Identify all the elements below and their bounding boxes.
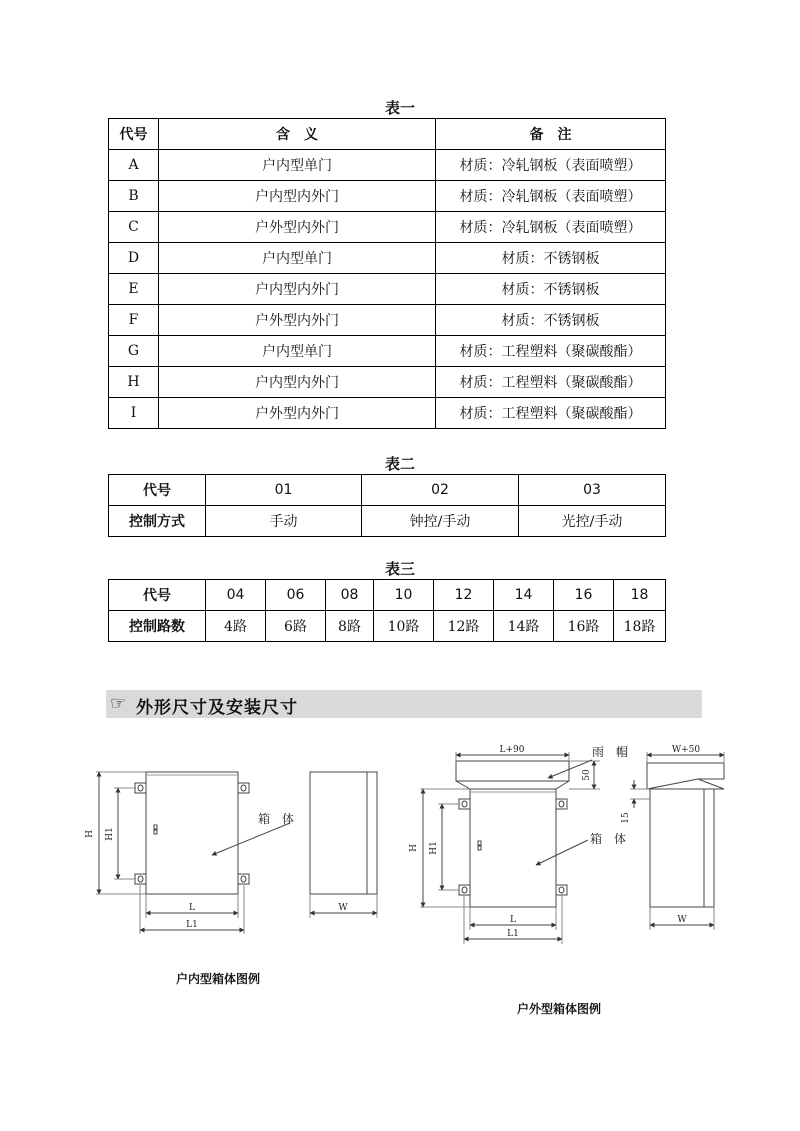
dim-label-W: W: [338, 903, 348, 913]
cell-code: B: [109, 181, 159, 212]
cell-row-header: 代号: [109, 580, 206, 611]
cell-remark: 材质：冷轧钢板（表面喷塑）: [436, 150, 666, 181]
cell-code: 01: [206, 475, 362, 506]
dim-label-H: H: [409, 844, 419, 852]
cell-meaning: 户内型内外门: [159, 274, 436, 305]
cell-code: I: [109, 398, 159, 429]
cell-value: 光控/手动: [519, 506, 666, 537]
cell-value: 钟控/手动: [362, 506, 519, 537]
cell-value: 14路: [494, 611, 554, 642]
table1-caption: 表一: [384, 99, 415, 117]
cell-value: 10路: [374, 611, 434, 642]
header-meaning: 含 义: [159, 119, 436, 150]
cell-remark: 材质：工程塑料（聚碳酸酯）: [436, 336, 666, 367]
cell-code: D: [109, 243, 159, 274]
cell-code: 06: [266, 580, 326, 611]
indoor-diagram-caption: 户内型箱体图例: [176, 972, 261, 986]
cell-code: G: [109, 336, 159, 367]
pointing-hand-icon: ☞: [110, 693, 127, 714]
outdoor-side-view: [630, 752, 724, 930]
cell-row-header: 控制方式: [109, 506, 206, 537]
header-code: 代号: [109, 119, 159, 150]
cell-remark: 材质：工程塑料（聚碳酸酯）: [436, 367, 666, 398]
cell-value: 12路: [434, 611, 494, 642]
cell-remark: 材质：不锈钢板: [436, 243, 666, 274]
outdoor-box-label: 箱 体: [590, 832, 627, 846]
cell-remark: 材质：冷轧钢板（表面喷塑）: [436, 181, 666, 212]
cell-code: 16: [554, 580, 614, 611]
rain-cap-label: 雨 帽: [592, 745, 629, 759]
cell-value: 16路: [554, 611, 614, 642]
cell-value: 4路: [206, 611, 266, 642]
cell-row-header: 控制路数: [109, 611, 206, 642]
dim-label-H1: H1: [429, 841, 439, 855]
indoor-box-label: 箱 体: [258, 812, 295, 826]
cell-code: C: [109, 212, 159, 243]
dim-label-L90: L+90: [499, 745, 525, 755]
cell-code: 12: [434, 580, 494, 611]
cell-code: A: [109, 150, 159, 181]
dim-label-L1: L1: [186, 920, 198, 930]
cell-remark: 材质：工程塑料（聚碳酸酯）: [436, 398, 666, 429]
cell-row-header: 代号: [109, 475, 206, 506]
cell-meaning: 户内型单门: [159, 150, 436, 181]
cell-value: 6路: [266, 611, 326, 642]
outdoor-diagram-caption: 户外型箱体图例: [517, 1002, 602, 1016]
dim-label-W: W: [677, 915, 687, 925]
dim-label-50: 50: [582, 769, 592, 781]
cell-meaning: 户内型单门: [159, 243, 436, 274]
cell-meaning: 户外型内外门: [159, 305, 436, 336]
cell-code: F: [109, 305, 159, 336]
cell-code: H: [109, 367, 159, 398]
table2-caption: 表二: [384, 455, 415, 473]
dim-label-L: L: [510, 915, 516, 925]
header-remark: 备 注: [436, 119, 666, 150]
dim-label-W50: W+50: [671, 745, 701, 755]
cell-value: 手动: [206, 506, 362, 537]
cell-code: 02: [362, 475, 519, 506]
dim-label-H: H: [85, 830, 95, 838]
cell-code: 14: [494, 580, 554, 611]
cell-code: 08: [326, 580, 374, 611]
table3-caption: 表三: [384, 560, 415, 578]
section-title: 外形尺寸及安装尺寸: [136, 698, 298, 718]
cell-code: 10: [374, 580, 434, 611]
cell-value: 18路: [614, 611, 666, 642]
dim-label-L: L: [189, 903, 195, 913]
cell-meaning: 户外型内外门: [159, 212, 436, 243]
cell-code: 18: [614, 580, 666, 611]
dim-label-L1: L1: [507, 929, 519, 939]
cell-remark: 材质：不锈钢板: [436, 305, 666, 336]
dim-label-15: 15: [621, 812, 631, 824]
cell-remark: 材质：冷轧钢板（表面喷塑）: [436, 212, 666, 243]
cell-code: 03: [519, 475, 666, 506]
cell-meaning: 户内型内外门: [159, 367, 436, 398]
cell-meaning: 户内型内外门: [159, 181, 436, 212]
cell-remark: 材质：不锈钢板: [436, 274, 666, 305]
cell-value: 8路: [326, 611, 374, 642]
cell-meaning: 户内型单门: [159, 336, 436, 367]
cell-code: 04: [206, 580, 266, 611]
indoor-side-view: [310, 772, 377, 918]
cell-code: E: [109, 274, 159, 305]
dim-label-H1: H1: [105, 827, 115, 841]
cell-meaning: 户外型内外门: [159, 398, 436, 429]
